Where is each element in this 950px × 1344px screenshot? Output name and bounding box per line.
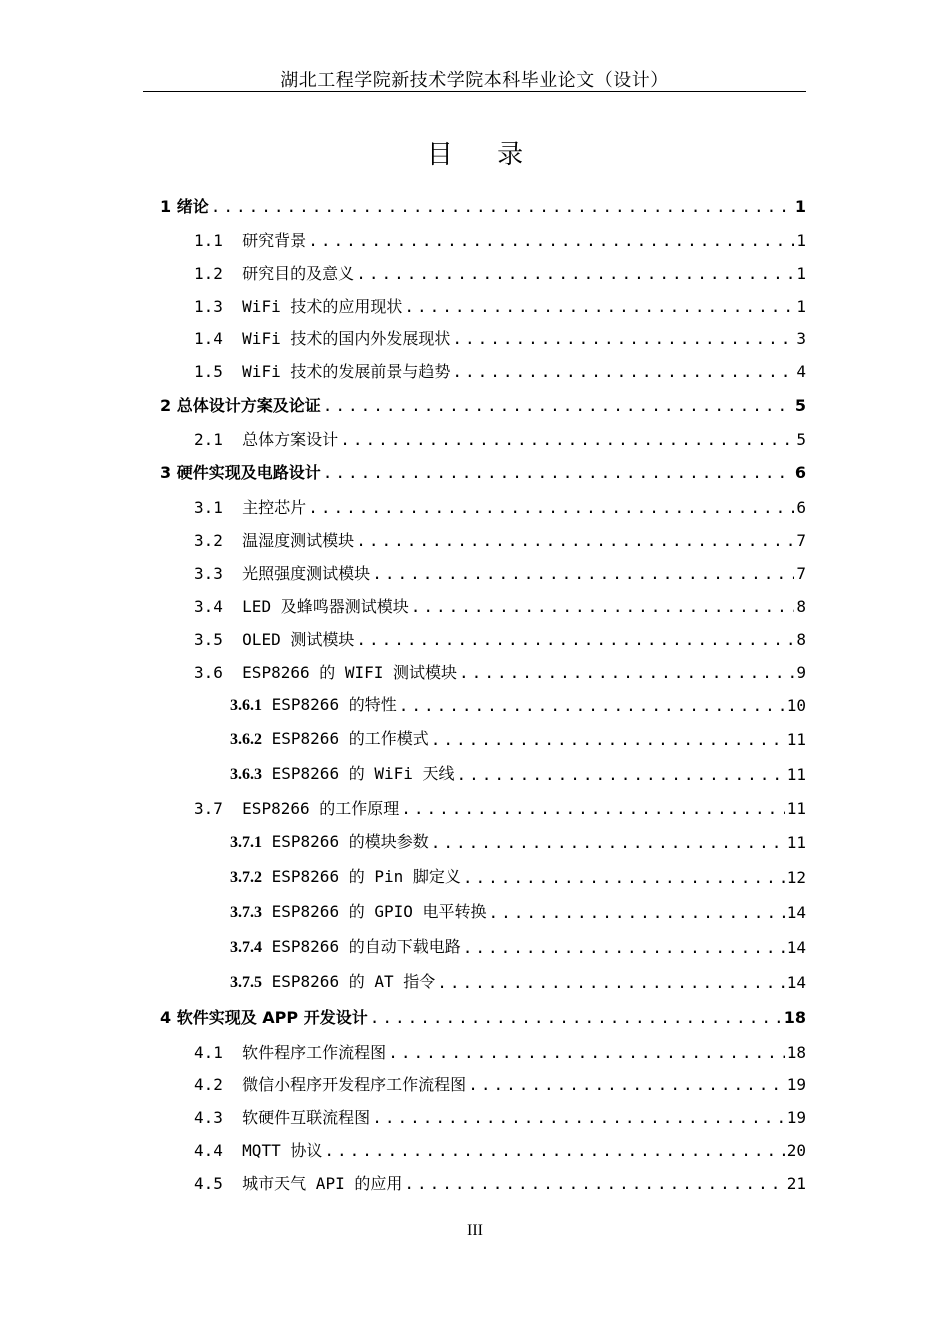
toc-leader-dots: [324, 1141, 784, 1161]
toc-entry-title: 硬件实现及电路设计: [176, 463, 321, 482]
toc-entry-page: 6: [796, 498, 806, 517]
toc-entry-label: [194, 1141, 322, 1161]
toc-entry[interactable]: [194, 1071, 806, 1095]
toc-leader-dots: [356, 264, 794, 284]
toc-entry-number: 2: [160, 396, 172, 415]
toc-leader-dots: [370, 1008, 782, 1028]
toc-entry-title: ESP8266 的特性: [271, 695, 397, 714]
toc-entry[interactable]: [194, 325, 806, 349]
toc-entry-label: [230, 972, 435, 993]
toc-entry-label: [160, 197, 209, 217]
toc-entry-number: 4: [160, 1008, 172, 1027]
toc-leader-dots: [431, 730, 785, 750]
toc-leader-dots: [308, 498, 794, 518]
toc-entry-page: 19: [786, 1108, 806, 1127]
toc-entry-page: 3: [796, 329, 806, 348]
toc-entry-title: ESP8266 的工作原理: [242, 799, 400, 818]
toc-leader-dots: [308, 231, 794, 251]
toc-entry-number: 3.7.2: [230, 869, 262, 886]
toc-leader-dots: [452, 329, 794, 349]
toc-entry-number: 2.1: [194, 430, 223, 449]
toc-leader-dots: [399, 696, 785, 716]
toc-entry[interactable]: [194, 1039, 806, 1063]
toc-entry-title: WiFi 技术的国内外发展现状: [242, 329, 451, 348]
toc-entry-label: [194, 531, 354, 551]
toc-entry-label: [230, 902, 487, 923]
toc-entry[interactable]: [194, 593, 806, 617]
toc-entry[interactable]: [194, 358, 806, 382]
toc-entry-page: 19: [786, 1075, 806, 1094]
toc-entry[interactable]: [194, 293, 806, 317]
toc-entry[interactable]: [194, 426, 806, 450]
toc-leader-dots: [356, 531, 794, 551]
toc-entry[interactable]: [230, 899, 806, 923]
toc-entry-label: [230, 867, 461, 888]
toc-entry[interactable]: [194, 626, 806, 650]
toc-entry[interactable]: [230, 864, 806, 888]
toc-entry-number: 4.4: [194, 1141, 223, 1160]
toc-entry-label: [230, 832, 429, 853]
toc-entry-number: 4.3: [194, 1108, 223, 1127]
toc-entry-title: WiFi 技术的发展前景与趋势: [242, 362, 451, 381]
toc-leader-dots: [372, 564, 794, 584]
toc-entry-label: [194, 630, 354, 650]
toc-entry-number: 4.2: [194, 1075, 223, 1094]
toc-entry-number: 3.4: [194, 597, 223, 616]
toc-leader-dots: [323, 396, 793, 416]
toc-entry-label: [230, 937, 461, 958]
toc-entry[interactable]: [194, 1104, 806, 1128]
toc-entry[interactable]: [230, 726, 806, 750]
toc-entry-title: 总体方案设计: [242, 430, 339, 449]
toc-entry[interactable]: [230, 761, 806, 785]
toc-entry-label: [194, 297, 402, 317]
toc-entry-title: ESP8266 的 AT 指令: [271, 972, 436, 991]
toc-entry-page: 7: [796, 564, 806, 583]
toc-entry-label: [194, 1174, 402, 1194]
toc-leader-dots: [463, 938, 785, 958]
toc-entry-number: 3: [160, 463, 172, 482]
toc-leader-dots: [489, 903, 785, 923]
toc-entry-number: 3.6.1: [230, 697, 262, 714]
toc-entry-label: [194, 799, 399, 819]
toc-entry-title: 主控芯片: [242, 498, 307, 517]
toc-entry-label: [230, 764, 455, 785]
toc-leader-dots: [459, 663, 794, 683]
toc-entry-page: 1: [794, 197, 806, 216]
toc-entry-title: ESP8266 的自动下载电路: [271, 937, 461, 956]
toc-entry-page: 11: [786, 833, 806, 852]
toc-entry-page: 10: [786, 696, 806, 715]
toc-entry-label: [160, 463, 321, 483]
toc-entry-label: [194, 362, 450, 382]
toc-leader-dots: [411, 597, 795, 617]
toc-entry-number: 3.7: [194, 799, 223, 818]
toc-entry-number: 3.5: [194, 630, 223, 649]
toc-entry-label: [194, 498, 306, 518]
toc-leader-dots: [463, 868, 785, 888]
toc-entry-page: 9: [796, 663, 806, 682]
toc-entry-page: 21: [786, 1174, 806, 1193]
toc-leader-dots: [431, 833, 785, 853]
toc-entry-page: 1: [796, 264, 806, 283]
toc-entry-number: 3.1: [194, 498, 223, 517]
toc-entry-title: 绪论: [176, 197, 209, 216]
toc-entry-title: ESP8266 的 Pin 脚定义: [271, 867, 461, 886]
toc-entry-number: 1: [160, 197, 172, 216]
toc-entry-page: 5: [796, 430, 806, 449]
toc-leader-dots: [468, 1075, 785, 1095]
toc-leader-dots: [404, 297, 794, 317]
toc-entry-page: 4: [796, 362, 806, 381]
toc-entry[interactable]: [230, 969, 806, 993]
toc-entry-page: 11: [786, 799, 806, 818]
toc-entry-page: 14: [786, 903, 806, 922]
toc-entry[interactable]: [160, 392, 806, 416]
toc-leader-dots: [356, 630, 794, 650]
toc-entry-title: ESP8266 的工作模式: [271, 729, 429, 748]
toc-entry[interactable]: [160, 459, 806, 483]
toc-entry-label: [194, 430, 338, 450]
toc-entry-page: 20: [786, 1141, 806, 1160]
toc-entry[interactable]: [194, 1137, 806, 1161]
toc-entry-number: 3.6: [194, 663, 223, 682]
toc-entry-title: 光照强度测试模块: [242, 564, 371, 583]
toc-leader-dots: [211, 197, 793, 217]
toc-entry[interactable]: [194, 795, 806, 819]
toc-entry-label: [160, 396, 321, 416]
toc-leader-dots: [401, 799, 784, 819]
toc-entry-title: 研究背景: [242, 231, 307, 250]
toc-entry[interactable]: [160, 1004, 806, 1028]
toc-entry-title: OLED 测试模块: [242, 630, 355, 649]
toc-entry-number: 3.3: [194, 564, 223, 583]
toc-entry-title: ESP8266 的 WIFI 测试模块: [242, 663, 458, 682]
toc-entry[interactable]: [194, 659, 806, 683]
toc-entry-page: 6: [794, 463, 806, 482]
toc-title: 目 录: [426, 140, 542, 170]
toc-entry-title: ESP8266 的模块参数: [271, 832, 429, 851]
running-header: 湖北工程学院新技术学院本科毕业论文（设计）: [280, 70, 669, 91]
toc-entry-label: [194, 264, 354, 284]
toc-entry-number: 3.7.4: [230, 939, 262, 956]
toc-entry[interactable]: [230, 829, 806, 853]
toc-entry-number: 4.1: [194, 1043, 223, 1062]
toc-entry-title: ESP8266 的 WiFi 天线: [271, 764, 455, 783]
toc-entry-number: 3.6.3: [230, 766, 262, 783]
toc-entry-page: 18: [786, 1043, 806, 1062]
toc-entry-page: 5: [794, 396, 806, 415]
toc-entry[interactable]: [230, 692, 806, 716]
toc-entry-number: 3.7.5: [230, 974, 262, 991]
toc-entry-page: 11: [786, 730, 806, 749]
toc-entry-number: 3.6.2: [230, 731, 262, 748]
toc-entry-title: 软硬件互联流程图: [242, 1108, 371, 1127]
toc-entry-page: 18: [783, 1008, 806, 1027]
toc-entry-page: 11: [786, 765, 806, 784]
toc-entry-title: 微信小程序开发程序工作流程图: [242, 1075, 467, 1094]
toc-entry-page: 14: [786, 938, 806, 957]
toc-leader-dots: [388, 1043, 785, 1063]
toc-entry-label: [194, 329, 450, 349]
toc-entry-title: MQTT 协议: [242, 1141, 323, 1160]
toc-entry-page: 8: [796, 597, 806, 616]
toc-entry-number: 3.2: [194, 531, 223, 550]
toc-entry-page: 8: [796, 630, 806, 649]
toc-entry-number: 4.5: [194, 1174, 223, 1193]
toc-entry[interactable]: [194, 494, 806, 518]
toc-entry-title: LED 及蜂鸣器测试模块: [242, 597, 409, 616]
toc-leader-dots: [457, 765, 785, 785]
toc-entry-number: 3.7.1: [230, 834, 262, 851]
toc-entry-label: [194, 564, 370, 584]
toc-entry-label: [194, 231, 306, 251]
toc-leader-dots: [372, 1108, 785, 1128]
toc-entry-page: 7: [796, 531, 806, 550]
toc-entry-page: 14: [786, 973, 806, 992]
toc-entry[interactable]: [194, 527, 806, 551]
toc-entry-page: 12: [786, 868, 806, 887]
toc-entry[interactable]: [194, 560, 806, 584]
toc-entry-number: 1.5: [194, 362, 223, 381]
toc-entry-title: 总体设计方案及论证: [176, 396, 321, 415]
toc-entry-title: 温湿度测试模块: [242, 531, 355, 550]
toc-entry[interactable]: [230, 934, 806, 958]
toc-leader-dots: [437, 973, 784, 993]
toc-entry-number: 1.2: [194, 264, 223, 283]
toc-entry-label: [194, 1075, 466, 1095]
toc-entry-label: [230, 695, 397, 716]
toc-leader-dots: [323, 463, 793, 483]
toc-entry-page: 1: [796, 297, 806, 316]
toc-entry-number: 1.1: [194, 231, 223, 250]
page-number: III: [467, 1222, 483, 1239]
toc-entry-number: 3.7.3: [230, 904, 262, 921]
toc-entry-title: 研究目的及意义: [242, 264, 355, 283]
toc-entry-title: ESP8266 的 GPIO 电平转换: [271, 902, 487, 921]
toc-leader-dots: [404, 1174, 784, 1194]
toc-entry-label: [194, 1043, 386, 1063]
toc-entry-number: 1.3: [194, 297, 223, 316]
toc-leader-dots: [340, 430, 794, 450]
toc-entry-label: [230, 729, 429, 750]
toc-entry[interactable]: [194, 227, 806, 251]
toc-entry[interactable]: [194, 1170, 806, 1194]
toc-entry-page: 1: [796, 231, 806, 250]
toc-entry-title: 城市天气 API 的应用: [242, 1174, 403, 1193]
toc-entry-title: WiFi 技术的应用现状: [242, 297, 403, 316]
toc-entry-label: [160, 1008, 368, 1028]
toc-entry-label: [194, 597, 409, 617]
toc-entry-label: [194, 663, 457, 683]
toc-entry[interactable]: [160, 193, 806, 217]
toc-entry-title: 软件程序工作流程图: [242, 1043, 387, 1062]
toc-entry-number: 1.4: [194, 329, 223, 348]
toc-entry-label: [194, 1108, 370, 1128]
toc-entry-title: 软件实现及 APP 开发设计: [176, 1008, 368, 1027]
toc-leader-dots: [452, 362, 794, 382]
toc-entry[interactable]: [194, 260, 806, 284]
